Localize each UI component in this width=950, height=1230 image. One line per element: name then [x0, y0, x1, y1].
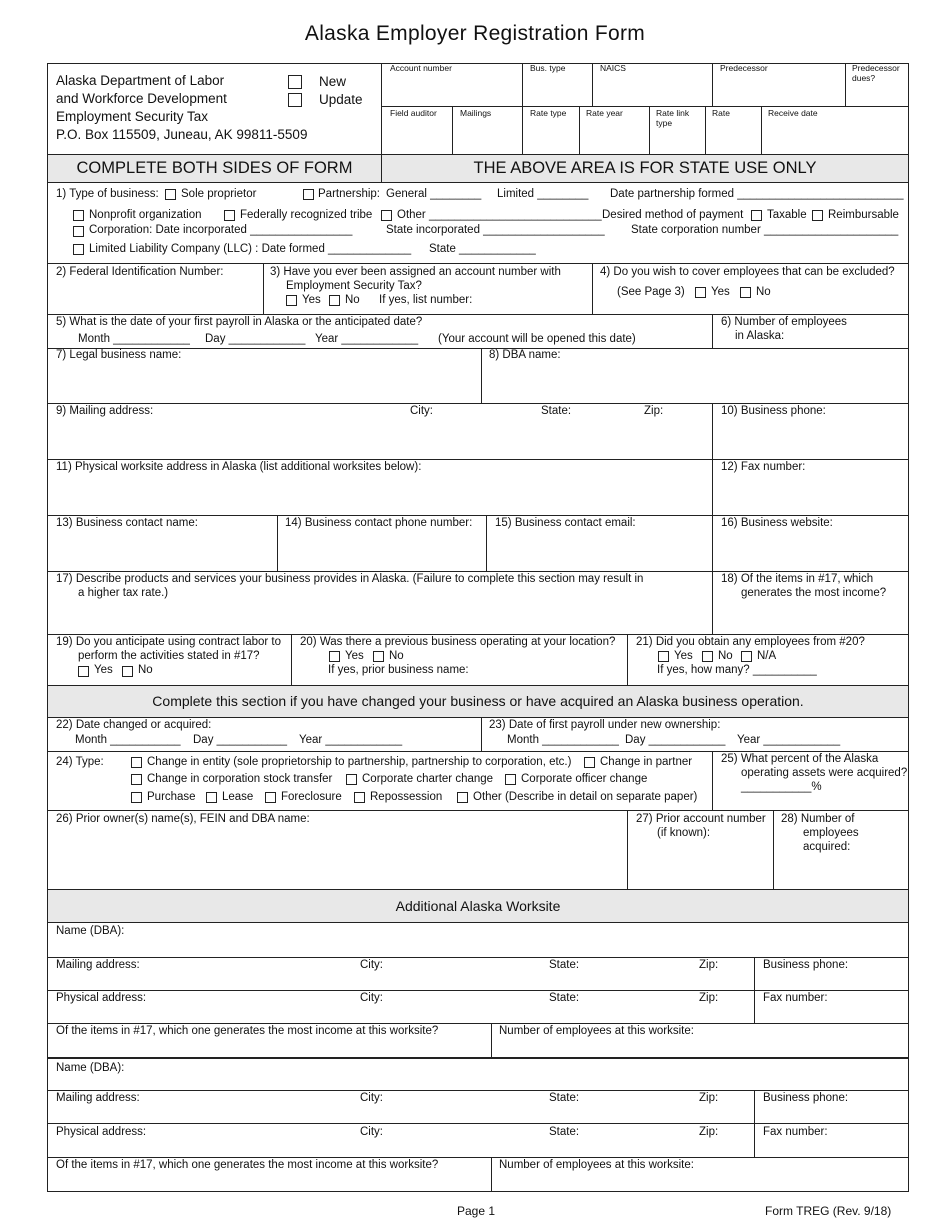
worksite-name: Name (DBA):	[56, 1062, 125, 1074]
new-checkbox[interactable]	[288, 75, 302, 89]
sole-proprietor-checkbox[interactable]	[165, 189, 176, 200]
repossession-checkbox[interactable]	[354, 792, 365, 803]
worksite-fax: Fax number:	[763, 992, 828, 1004]
worksite-items: Of the items in #17, which one generates the most income at this worksite?	[56, 1025, 439, 1037]
q4-yes-checkbox[interactable]	[695, 287, 706, 298]
page-number: Page 1	[457, 1204, 496, 1218]
q7-legal-name: 7) Legal business name:	[56, 349, 182, 361]
q20-no-checkbox[interactable]	[373, 651, 384, 662]
q3-no-checkbox[interactable]	[329, 295, 340, 306]
agency-division: and Workforce Development	[56, 91, 227, 106]
agency-name: Alaska Department of Labor	[56, 73, 225, 88]
mailings-field: Mailings	[460, 108, 492, 118]
q14-contact-phone: 14) Business contact phone number:	[285, 517, 473, 529]
q19-no-checkbox[interactable]	[122, 666, 133, 677]
worksite-employees: Number of employees at this worksite:	[499, 1025, 694, 1037]
q12-fax-number: 12) Fax number:	[721, 461, 806, 473]
rate-year-field: Rate year	[586, 108, 623, 118]
q13-contact-name: 13) Business contact name:	[56, 517, 198, 529]
agency-address: P.O. Box 115509, Juneau, AK 99811-5509	[56, 127, 308, 142]
purchase-checkbox[interactable]	[131, 792, 142, 803]
q11-physical-address: 11) Physical worksite address in Alaska (list additional worksites below):	[56, 461, 422, 473]
receive-date-field: Receive date	[768, 108, 818, 118]
partnership-limited: Limited ________	[497, 188, 589, 200]
q20-yes-checkbox[interactable]	[329, 651, 340, 662]
partnership-checkbox[interactable]	[303, 189, 314, 200]
q3-yes-checkbox[interactable]	[286, 295, 297, 306]
lease-checkbox[interactable]	[206, 792, 217, 803]
agency-program: Employment Security Tax	[56, 109, 209, 124]
taxable-checkbox[interactable]	[751, 210, 762, 221]
worksite-mailing: Mailing address:	[56, 959, 140, 971]
change-partner-checkbox[interactable]	[584, 757, 595, 768]
worksite-fax: Fax number:	[763, 1126, 828, 1138]
predecessor-dues-field: Predecessor dues?	[852, 63, 900, 83]
other-business-checkbox[interactable]	[381, 210, 392, 221]
rate-type-field: Rate type	[530, 108, 567, 118]
corporation-checkbox[interactable]	[73, 226, 84, 237]
worksite-items: Of the items in #17, which one generates the most income at this worksite?	[56, 1159, 439, 1171]
tribe-checkbox[interactable]	[224, 210, 235, 221]
worksite-employees: Number of employees at this worksite:	[499, 1159, 694, 1171]
q10-business-phone: 10) Business phone:	[721, 405, 826, 417]
other-change-checkbox[interactable]	[457, 792, 468, 803]
q21-no-checkbox[interactable]	[702, 651, 713, 662]
officer-change-checkbox[interactable]	[505, 774, 516, 785]
account-number-field: Account number	[390, 63, 452, 73]
state-use-banner: THE ABOVE AREA IS FOR STATE USE ONLY	[473, 159, 817, 177]
q8-dba-name: 8) DBA name:	[489, 349, 561, 361]
complete-both-sides-banner: COMPLETE BOTH SIDES OF FORM	[76, 159, 353, 177]
worksite-phone: Business phone:	[763, 1092, 849, 1104]
reimbursable-checkbox[interactable]	[812, 210, 823, 221]
q4-no-checkbox[interactable]	[740, 287, 751, 298]
partnership-date-formed: Date partnership formed __________________________	[610, 188, 904, 200]
change-section-header: Complete this section if you have changed your business or have acquired an Alaska business operation.	[152, 693, 804, 709]
foreclosure-checkbox[interactable]	[265, 792, 276, 803]
charter-change-checkbox[interactable]	[346, 774, 357, 785]
nonprofit-checkbox[interactable]	[73, 210, 84, 221]
q26-prior-owners: 26) Prior owner(s) name(s), FEIN and DBA name:	[56, 813, 310, 825]
llc-checkbox[interactable]	[73, 244, 84, 255]
bus-type-field: Bus. type	[530, 63, 566, 73]
update-label: Update	[319, 92, 363, 107]
page-title: Alaska Employer Registration Form	[304, 22, 646, 45]
worksite-physical: Physical address:	[56, 1126, 147, 1138]
q15-contact-email: 15) Business contact email:	[495, 517, 636, 529]
predecessor-field: Predecessor	[720, 63, 768, 73]
worksite-physical: Physical address:	[56, 992, 147, 1004]
q21-na-checkbox[interactable]	[741, 651, 752, 662]
partnership-general: General ________	[386, 188, 482, 200]
q19-yes-checkbox[interactable]	[78, 666, 89, 677]
form-revision: Form TREG (Rev. 9/18)	[765, 1204, 892, 1218]
worksite-phone: Business phone:	[763, 959, 849, 971]
stock-transfer-checkbox[interactable]	[131, 774, 142, 785]
q21-yes-checkbox[interactable]	[658, 651, 669, 662]
worksite-name: Name (DBA):	[56, 925, 125, 937]
new-label: New	[319, 74, 347, 89]
q16-business-website: 16) Business website:	[721, 517, 833, 529]
naics-field: NAICS	[600, 63, 626, 73]
q2-federal-id: 2) Federal Identification Number:	[56, 266, 224, 278]
worksite-section-header: Additional Alaska Worksite	[395, 898, 561, 914]
rate-field: Rate	[712, 108, 730, 118]
rate-link-type-field: Rate link type	[656, 108, 690, 128]
field-auditor-field: Field auditor	[390, 108, 437, 118]
worksite-mailing: Mailing address:	[56, 1092, 140, 1104]
update-checkbox[interactable]	[288, 93, 302, 107]
change-entity-checkbox[interactable]	[131, 757, 142, 768]
